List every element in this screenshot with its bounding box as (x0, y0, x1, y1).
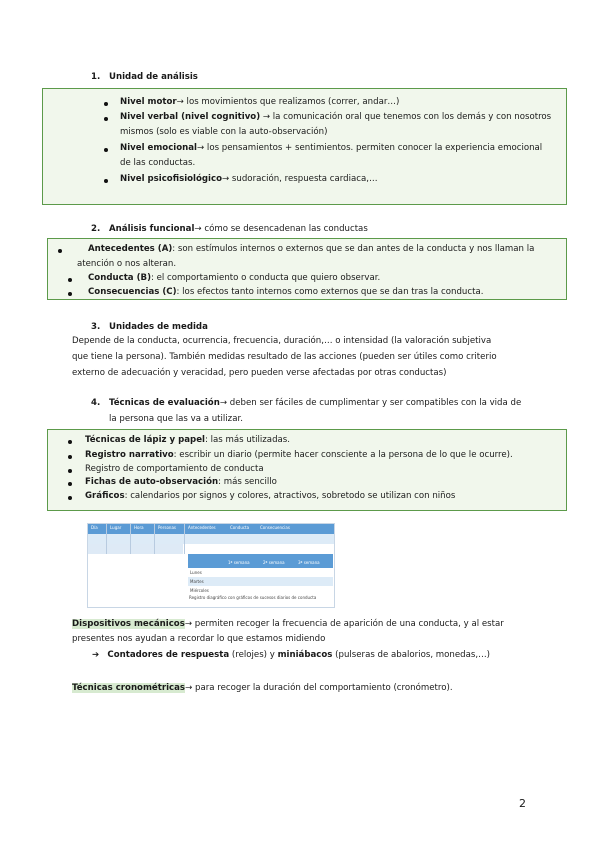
devices-label: Dispositivos mecánicos (72, 619, 185, 629)
inner-header-cell: 2ª semana (263, 560, 285, 565)
section-1-title: Unidad de análisis (109, 72, 198, 82)
inner-header-cell: 1ª semana (228, 560, 250, 565)
chrono-label: Técnicas cronométricas (72, 683, 186, 693)
paragraph-line: que tiene la persona). También medidas resultado de las acciones (pueden ser útiles como criterio (72, 352, 497, 362)
table-note: Registro diagráfico con gráficos de sucesos diarios de conducta (189, 595, 317, 600)
list-item: Conducta (B): el comportamiento o conducta que quiero observar. (88, 273, 381, 283)
table-header-cell: Consecuencias (260, 525, 290, 530)
list-item: Nivel emocional→ los pensamientos + sentimientos. permiten conocer la experiencia emocional (120, 143, 543, 153)
section-4-title-rest: → deben ser fáciles de cumplimentar y ser compatibles con la vida de (219, 398, 522, 408)
section-3-number: 3. (91, 322, 101, 332)
table-row (88, 544, 183, 554)
bullet-dot (68, 455, 72, 459)
section-3-title: Unidades de medida (109, 322, 208, 332)
table-divider (130, 524, 131, 554)
paragraph-line: Depende de la conducta, ocurrencia, frecuencia, duración,… o intensidad (la valoración subjetiva (72, 336, 492, 346)
table-header-cell: Personas (158, 525, 176, 530)
table-row (88, 534, 334, 544)
devices-continuation: presentes nos ayudan a recordar lo que estamos midiendo (72, 634, 326, 644)
bullet-dot (68, 278, 72, 282)
section-2-title-rest: → cómo se desencadenan las conductas (194, 224, 368, 234)
section-3-heading (91, 322, 208, 332)
list-item-continuation: de las conductas. (120, 158, 196, 168)
list-item: Nivel verbal (nivel cognitivo) → la comunicación oral que tenemos con los demás y con nosotros (120, 112, 552, 122)
devices-arrow-item: ➔ Contadores de respuesta (relojes) y miniábacos (pulseras de abalorios, monedas,…) (92, 650, 491, 660)
table-header-cell: Antecedentes (188, 525, 216, 530)
bullet-dot (104, 102, 108, 106)
bullet-dot (68, 292, 72, 296)
inner-table-row: Martes (188, 577, 333, 586)
section-1-heading (91, 72, 198, 82)
table-divider (184, 524, 185, 554)
section-2-heading (91, 224, 368, 234)
bullet-dot (68, 469, 72, 473)
list-item: Registro de comportamiento de conducta (85, 464, 264, 474)
list-item: Nivel motor→ los movimientos que realizamos (correr, andar…) (120, 97, 400, 107)
bullet-dot (68, 496, 72, 500)
section-4-title-continuation: la persona que las va a utilizar. (109, 414, 243, 424)
paragraph-line: externo de adecuación y veracidad, pero pueden verse afectadas por otras conductas) (72, 368, 447, 378)
list-item: Fichas de auto-observación: más sencillo (85, 477, 277, 487)
section-2-title: Análisis funcional (109, 224, 195, 234)
section-4-title: Técnicas de evaluación (109, 398, 220, 408)
bullet-dot (68, 440, 72, 444)
arrow-right-icon: ➔ (92, 650, 100, 660)
list-item: Técnicas de lápiz y papel: las más utilizadas. (85, 435, 291, 445)
list-item-continuation: atención o nos alteran. (77, 259, 177, 269)
section-1-number: 1. (91, 72, 101, 82)
chrono-line: Técnicas cronométricas→ para recoger la duración del comportamiento (cronómetro). (72, 683, 453, 693)
table-header-cell: Día (91, 525, 98, 530)
list-item: Consecuencias (C): los efectos tanto internos como externos que se dan tras la conducta. (88, 287, 484, 297)
table-header-row (88, 524, 334, 534)
bullet-dot (104, 179, 108, 183)
table-divider (106, 524, 107, 554)
registration-table-image (87, 523, 335, 608)
inner-table-row: Miércoles (188, 586, 333, 595)
section-4-number: 4. (91, 398, 101, 408)
devices-line: Dispositivos mecánicos→ permiten recoger la frecuencia de aparición de una conducta, y al estar (72, 619, 504, 629)
bullet-dot (104, 117, 108, 121)
section-4-heading (91, 398, 521, 408)
table-divider (154, 524, 155, 554)
table-header-cell: Conducta (230, 525, 250, 530)
list-item: Gráficos: calendarios por signos y colores, atractivos, sobretodo se utilizan con niños (85, 491, 456, 501)
list-item: Antecedentes (A): son estímulos internos o externos que se dan antes de la conducta y nos llaman la (88, 244, 535, 254)
inner-header-cell: 3ª semana (298, 560, 320, 565)
inner-table-row: Lunes (188, 568, 333, 577)
table-header-cell: Hora (134, 525, 144, 530)
bullet-dot (58, 249, 62, 253)
inner-table-header (188, 554, 333, 568)
table-header-cell: Lugar (110, 525, 122, 530)
bullet-dot (68, 482, 72, 486)
list-item: Nivel psicofisiológico→ sudoración, respuesta cardiaca,… (120, 174, 378, 184)
page-number: 2 (519, 797, 526, 810)
section-2-number: 2. (91, 224, 101, 234)
list-item: Registro narrativo: escribir un diario (permite hacer consciente a la persona de lo que le ocurre). (85, 450, 513, 460)
list-item-continuation: mismos (solo es viable con la auto-observación) (120, 127, 328, 137)
bullet-dot (104, 148, 108, 152)
